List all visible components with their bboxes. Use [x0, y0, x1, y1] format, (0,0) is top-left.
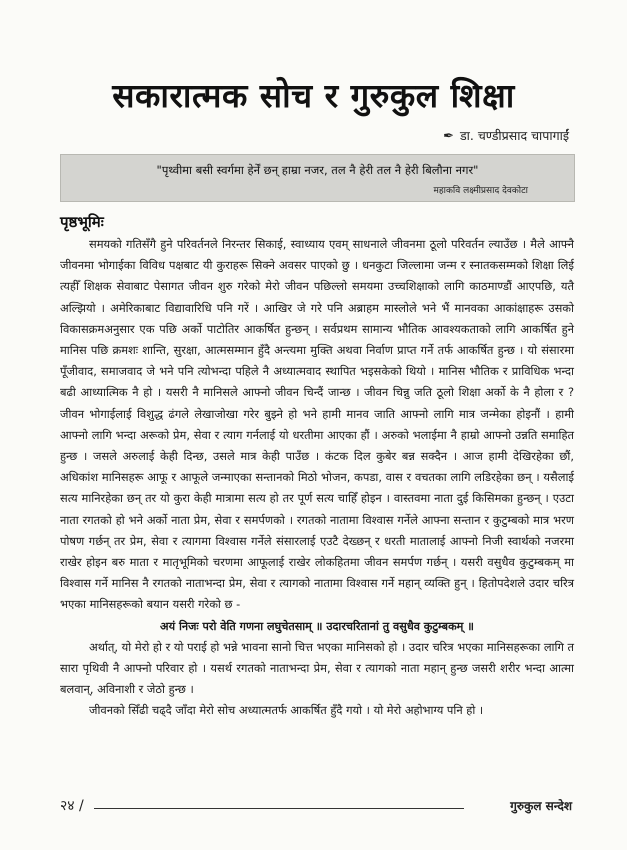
page-number: २४ /	[60, 798, 84, 814]
sanskrit-verse: अयं निजः परो वेति गणना लघुचेतसाम् ॥ उदारचरितानां तु वसुधैव कुटुम्बकम् ॥	[160, 619, 474, 633]
page-footer	[60, 796, 572, 820]
author-line	[443, 127, 569, 144]
footer-divider	[94, 808, 464, 809]
magazine-name: गुरुकुल सन्देश	[510, 799, 572, 813]
body-paragraph: अर्थात्, यो मेरो हो र यो पराई हो भन्ने भावना सानो चित्त भएका मानिसको हो । उदार चरित्र भएका मानिसहरूका लागि त सारा पृथिवी नै आफ्नो परिवार हो । यसर्थ रगतको नाताभन्दा प्रेम, सेवा र त्यागको नाता महान् हुन्छ जसरी शरीर भन्दा आत्मा बलवान्, अविनाशी र जेठो हुन्छ ।	[60, 639, 574, 697]
pen-icon: ✒	[443, 129, 454, 144]
body-paragraph: जीवनको सिँढी चढ्दै जाँदा मेरो सोच अध्यात्मतर्फ आकर्षित हुँदै गयो । यो मेरो अहोभाग्य पनि हो ।	[89, 703, 484, 718]
section-heading: पृष्ठभूमिः	[60, 213, 104, 231]
epigraph-attribution: महाकवि लक्ष्मीप्रसाद देवकोटा	[433, 186, 528, 196]
article-body	[60, 234, 574, 722]
body-paragraph: समयको गतिसँगै हुने परिवर्तनले निरन्तर सिकाई, स्वाध्याय एवम् साधनाले जीवनमा ठूलो परिवर्तन ल्याउँछ । मैले आफ्नै जीवनमा भोगाईका विविध पक्षबाट यी कुराहरू सिक्ने अवसर पाएको छु । धनकुटा जिल्लामा जन्म र स्नातकसम्मको शिक्षा लिई त्यहीँ शिक्षक सेवाबाट पेसागत जीवन शुरु गरेको मेरो जीवन पछिल्लो समयमा उच्चशिक्षाको लागि काठमाण्डौं आएपछि, यतै अल्झियो । अमेरिकाबाट विद्यावारिधि पनि गरें । आखिर जे गरे पनि अब्राहम मास्लोले भने भैं मानवका आकांक्षाहरू उसको विकासक्रमअनुसार एक पछि अर्को पाटोतिर आकर्षित हुन्छन् । सर्वप्रथम सामान्य भौतिक आवश्यकताको लागि आकर्षित हुने मानिस पछि क्रमशः शान्ति, सुरक्षा, आत्मसम्मान हुँदै अन्त्यमा मुक्ति अथवा निर्वाण प्राप्त गर्ने तर्फ आकर्षित हुन्छ । यो संसारमा पूँजीवाद, समाजवाद जे भने पनि त्योभन्दा पहिले नै अध्यात्मवाद स्थापित भइसकेको थियो । मानिस भौतिक र प्राविधिक भन्दा बढी आध्यात्मिक नै हो । यसरी नै मानिसले आफ्नो जीवन चिन्दैं जान्छ । जीवन चिन्नु जति ठूलो शिक्षा अर्को के नै होला र ? जीवन भोगाईलाई विशुद्ध ढंगले लेखाजोखा गरेर बुझ्ने हो भने हामी मानव जाति आफ्नो लागि मात्र जन्मेका होइनौं । हामी आफ्नो लागि भन्दा अरूको प्रेम, सेवा र त्याग गर्नलाई यो धरतीमा आएका हौं । अरुको भलाईमा नै हाम्रो आफ्नो उन्नति समाहित हुन्छ । जसले अरुलाई केही दिन्छ, उसले मात्र केही पाउँछ । कंटक दिल कुबेर बन्न सक्दैन । आज हामी देखिरहेका छौं, अधिकांश मानिसहरू आफू र आफूले जन्माएका सन्तानको मिठो भोजन, कपडा, वास र वचतका लागि लडिरहेका छन् । यसैलाई सत्य मानिरहेका छन् तर यो कुरा केही मात्रामा सत्य हो तर पूर्ण सत्य चाहिँ होइन । वास्तवमा नाता दुई किसिमका हुन्छन् । एउटा नाता रगतको हो भने अर्को नाता प्रेम, सेवा र समर्पणको । रगतको नातामा विश्वास गर्नेले आफ्ना सन्तान र कुटुम्बको मात्र भरण पोषण गर्छन् तर प्रेम, सेवा र त्यागमा विश्वास गर्नेले संसारलाई एउटै देख्छन् र धरती मातालाई आफ्नो निजी स्वार्थको नजरमा राखेर होइन बरु माता र मातृभूमिको चरणमा आफूलाई राखेर लोकहितमा जीवन समर्पण गर्छन् । यसरी वसुधैव कुटुम्बकम् मा विश्वास गर्ने मानिस नै रगतको नाताभन्दा प्रेम, सेवा र त्यागको नातामा विश्वास गर्ने महान् व्यक्ति हुन् । हितोपदेशले उदार चरित्र भएका मानिसहरूको बयान यसरी गरेको छ -	[60, 237, 574, 612]
epigraph-text: "पृथ्वीमा बसी स्वर्गमा हेर्नें छन् हाम्रा नजर, तल नै हेरी तल नै हेरी बिलौना नगर"	[156, 163, 479, 177]
article-title: सकारात्मक सोच र गुरुकुल शिक्षा	[112, 76, 515, 115]
author-name: डा. चण्डीप्रसाद चापागाईं	[459, 128, 569, 143]
epigraph-box	[60, 154, 575, 202]
